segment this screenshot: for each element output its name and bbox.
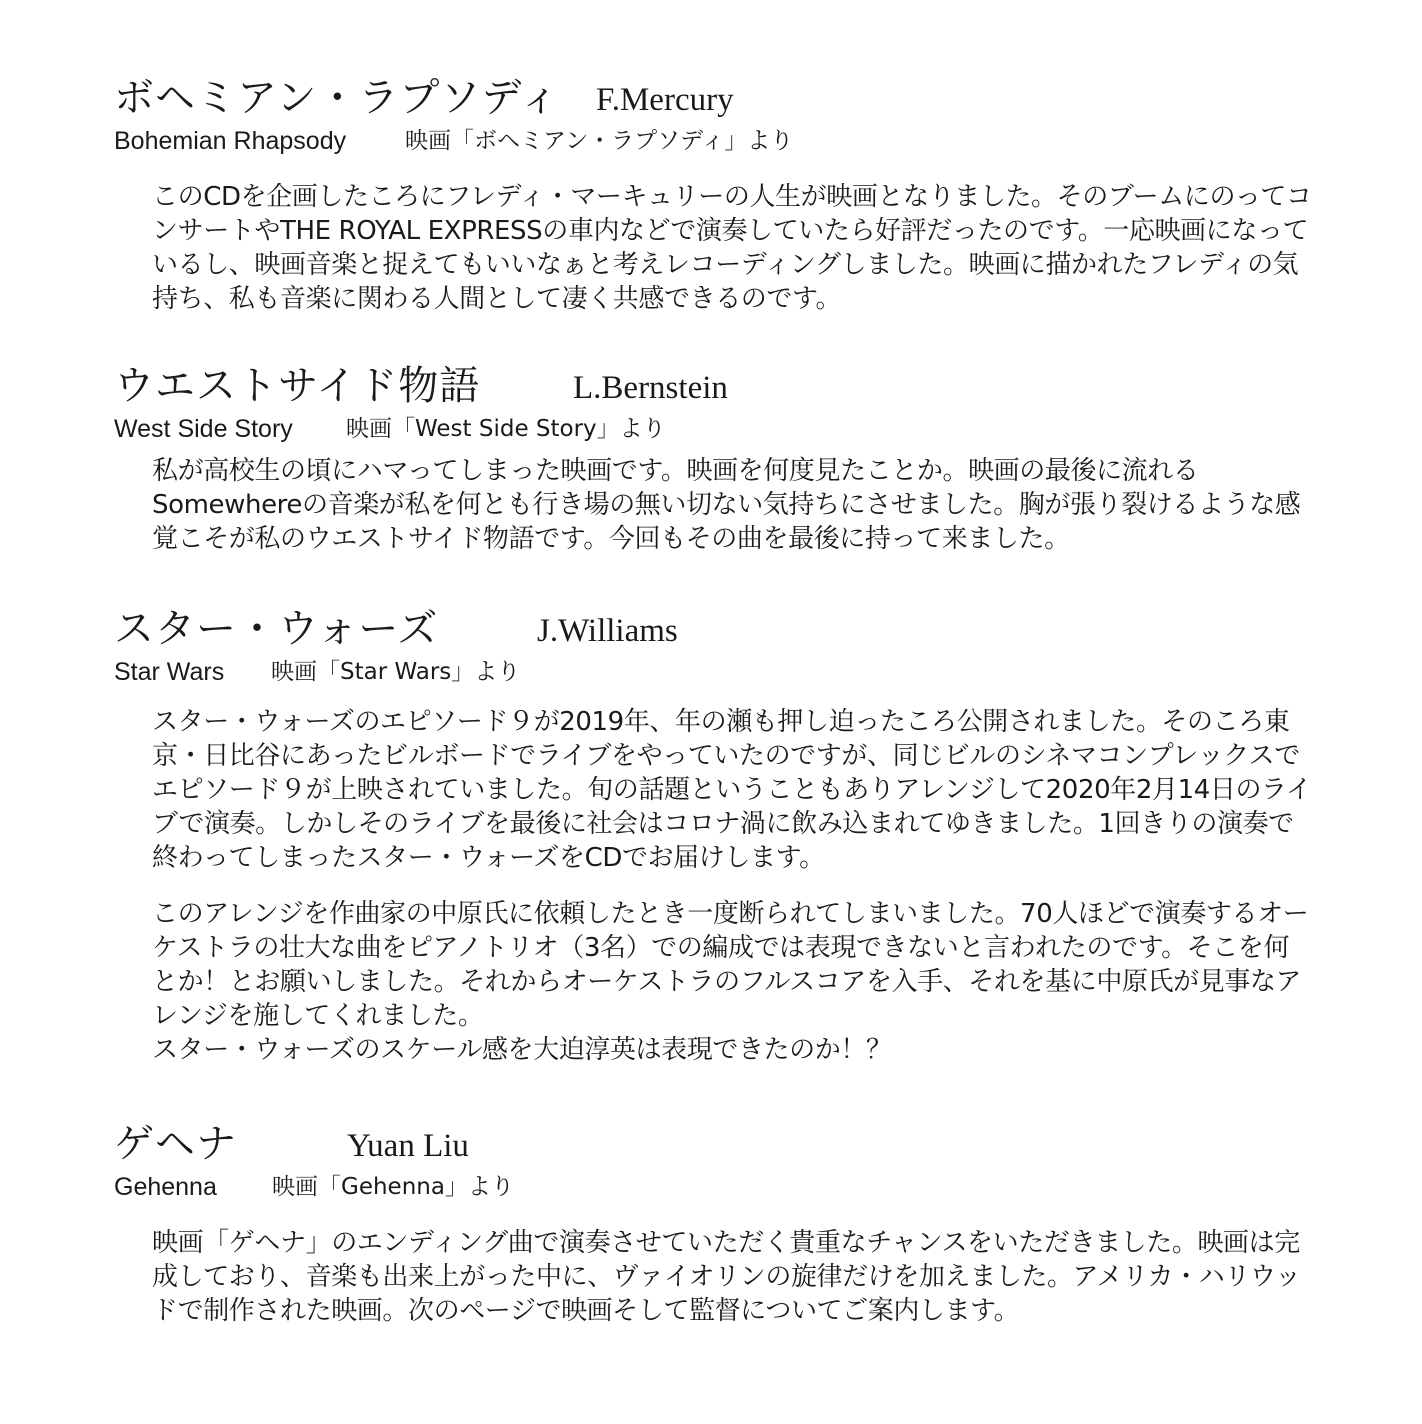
source-film: 映画「ボヘミアン・ラプソディ」より (405, 128, 794, 154)
song-title-ja: スター・ウォーズ (114, 606, 439, 652)
title-row (114, 603, 1314, 655)
subtitle-row (114, 655, 1314, 689)
song-title-en: West Side Story (114, 415, 293, 443)
description (152, 1226, 1314, 1328)
song-title-en: Bohemian Rhapsody (114, 127, 347, 155)
subtitle-row (114, 1170, 1314, 1204)
description (152, 454, 1314, 556)
description (152, 180, 1314, 316)
song-title-ja: ウエストサイド物語 (114, 363, 481, 409)
title-row (114, 1118, 1314, 1170)
source-film: 映画「Gehenna」より (272, 1174, 514, 1200)
subtitle-row (114, 124, 1314, 158)
description-paragraph: このCDを企画したころにフレディ・マーキュリーの人生が映画となりました。そのブームにのってコンサートやTHE ROYAL EXPRESSの車内などで演奏していたら好評だったのです。一応映画になっているし、映画音楽と捉えてもいいなぁと考えレコーディングしました。映画に描かれたフレディの気持ち、私も音楽に関わる人間として凄く共感できるのです。 (152, 182, 1312, 314)
subtitle-row (114, 412, 1314, 446)
composer-name: F.Mercury (596, 82, 734, 118)
description (152, 705, 1314, 1067)
song-title-en: Star Wars (114, 658, 225, 686)
song-title-ja: ボヘミアン・ラプソディ (114, 75, 561, 121)
composer-name: Yuan Liu (347, 1128, 469, 1164)
title-row (114, 360, 1314, 412)
section-star-wars (114, 603, 1314, 1067)
composer-name: L.Bernstein (573, 370, 728, 406)
section-west-side-story (114, 360, 1314, 556)
description-paragraph: 映画「ゲヘナ」のエンディング曲で演奏させていただく貴重なチャンスをいただきました。映画は完成しており、音楽も出来上がった中に、ヴァイオリンの旋律だけを加えました。アメリカ・ハリウッドで制作された映画。次のページで映画そして監督についてご案内します。 (152, 1228, 1301, 1326)
section-bohemian-rhapsody (114, 72, 1314, 316)
description-paragraph: 私が高校生の頃にハマってしまった映画です。映画を何度見たことか。映画の最後に流れるSomewhereの音楽が私を何とも行き場の無い切ない気持ちにさせました。胸が張り裂けるような感覚こそが私のウエストサイド物語です。今回もその曲を最後に持って来ました。 (152, 456, 1301, 554)
source-film: 映画「Star Wars」より (271, 659, 521, 685)
source-film: 映画「West Side Story」より (346, 416, 666, 442)
composer-name: J.Williams (537, 613, 678, 649)
song-title-en: Gehenna (114, 1173, 217, 1201)
description-paragraph: このアレンジを作曲家の中原氏に依頼したとき一度断られてしまいました。70人ほどで演奏するオーケストラの壮大な曲をピアノトリオ（3名）での編成では表現できないと言われたのです。そこを何とか！とお願いしました。それからオーケストラのフルスコアを入手、それを基に中原氏が見事なアレンジを施してくれました。 スター・ウォーズのスケール感を大迫淳英は表現できたのか！？ (152, 899, 1309, 1065)
description-paragraph: スター・ウォーズのエピソード９が2019年、年の瀬も押し迫ったころ公開されました。そのころ東京・日比谷にあったビルボードでライブをやっていたのですが、同じビルのシネマコンプレックスでエピソード９が上映されていました。旬の話題ということもありアレンジして2020年2月14日のライブで演奏。しかしそのライブを最後に社会はコロナ渦に飲み込まれてゆきました。1回きりの演奏で終わってしまったスター・ウォーズをCDでお届けします。 (152, 707, 1312, 873)
title-row (114, 72, 1314, 124)
section-gehenna (114, 1118, 1314, 1328)
song-title-ja: ゲヘナ (114, 1121, 237, 1167)
